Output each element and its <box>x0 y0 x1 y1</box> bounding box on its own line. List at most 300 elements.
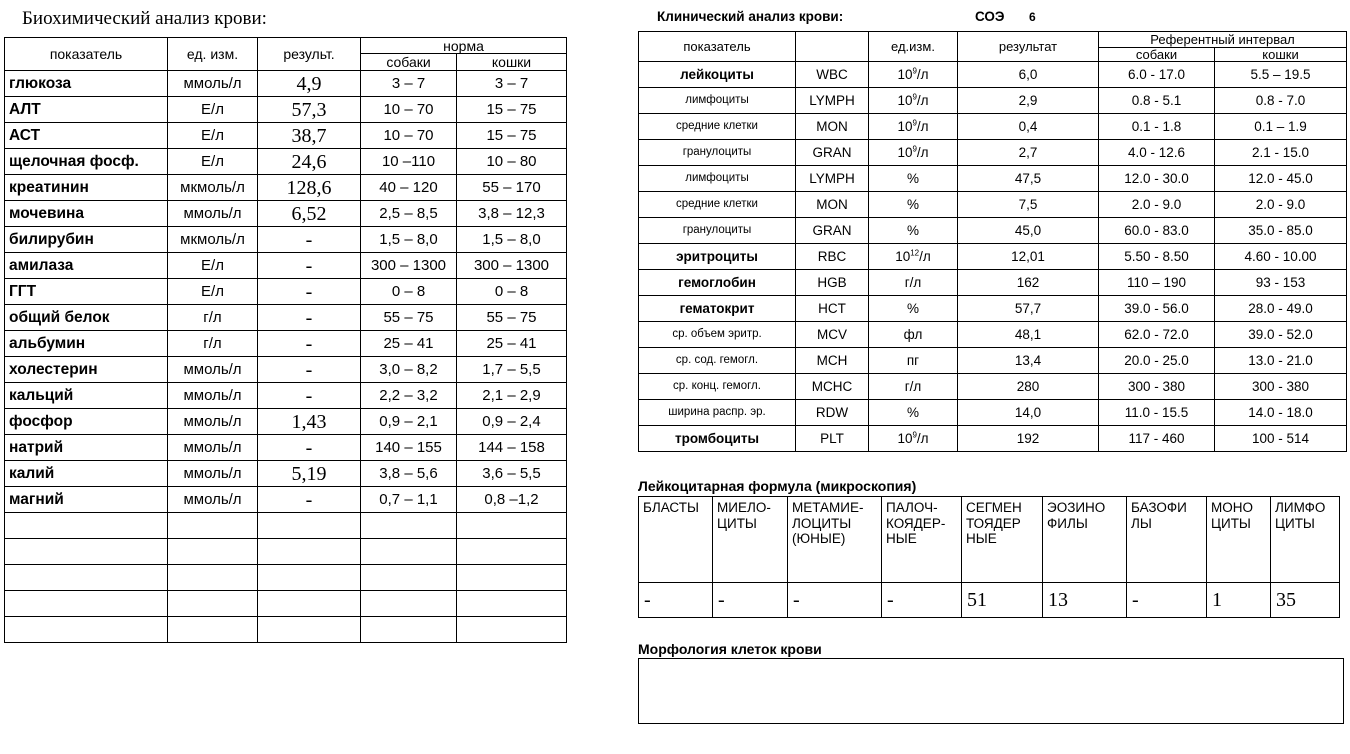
unit-exponent: 9 <box>912 118 917 128</box>
biochem-norm-dogs: 2,5 – 8,5 <box>361 201 457 227</box>
unit-base: 10 <box>897 430 913 446</box>
clinical-unit <box>869 244 958 270</box>
biochem-unit: г/л <box>168 305 258 331</box>
biochem-result: 38,7 <box>258 123 361 149</box>
clinical-ref-dogs: 20.0 - 25.0 <box>1099 348 1215 374</box>
clinical-header-ref: Референтный интервал <box>1099 32 1347 48</box>
biochem-row <box>5 383 567 409</box>
clinical-ref-dogs: 4.0 - 12.6 <box>1099 140 1215 166</box>
biochem-norm-cats: 3 – 7 <box>457 71 567 97</box>
biochem-name: АСТ <box>5 123 168 149</box>
biochem-unit: ммоль/л <box>168 461 258 487</box>
leuko-value-cell: - <box>639 583 713 618</box>
leuko-value-cell: 51 <box>962 583 1043 618</box>
clinical-row <box>639 244 1347 270</box>
empty-cell <box>361 539 457 565</box>
clinical-ref-cats: 93 - 153 <box>1215 270 1347 296</box>
clinical-row <box>639 426 1347 452</box>
clinical-result: 2,9 <box>958 88 1099 114</box>
clinical-header-dogs: собаки <box>1099 48 1215 62</box>
clinical-ref-dogs: 2.0 - 9.0 <box>1099 192 1215 218</box>
leuko-header-cell: СЕГМЕН ТОЯДЕР НЫЕ <box>962 497 1043 583</box>
biochem-rows <box>5 71 567 643</box>
unit-suffix: /л <box>916 144 929 160</box>
biochem-unit: ммоль/л <box>168 201 258 227</box>
empty-cell <box>5 591 168 617</box>
biochem-result: 4,9 <box>258 71 361 97</box>
clinical-ref-cats: 2.1 - 15.0 <box>1215 140 1347 166</box>
biochem-empty-row <box>5 513 567 539</box>
clinical-result: 2,7 <box>958 140 1099 166</box>
biochem-unit: мкмоль/л <box>168 175 258 201</box>
empty-cell <box>5 617 168 643</box>
biochem-unit: г/л <box>168 331 258 357</box>
biochem-row <box>5 435 567 461</box>
leuko-table <box>638 496 1340 618</box>
empty-cell <box>258 591 361 617</box>
biochem-unit: ммоль/л <box>168 71 258 97</box>
biochem-name: АЛТ <box>5 97 168 123</box>
biochem-norm-cats: 1,7 – 5,5 <box>457 357 567 383</box>
empty-cell <box>168 617 258 643</box>
biochem-norm-dogs: 3,0 – 8,2 <box>361 357 457 383</box>
unit-exponent: 9 <box>912 144 917 154</box>
clinical-code: RDW <box>796 400 869 426</box>
biochem-norm-cats: 3,6 – 5,5 <box>457 461 567 487</box>
clinical-row <box>639 374 1347 400</box>
biochem-unit: ммоль/л <box>168 487 258 513</box>
clinical-ref-dogs: 6.0 - 17.0 <box>1099 62 1215 88</box>
biochem-name: кальций <box>5 383 168 409</box>
biochem-name: магний <box>5 487 168 513</box>
unit-exponent: 9 <box>912 66 917 76</box>
leuko-header-cell: БАЗОФИ ЛЫ <box>1127 497 1207 583</box>
biochem-name: билирубин <box>5 227 168 253</box>
clinical-title: Клинический анализ крови: <box>657 9 844 24</box>
biochem-result: - <box>258 227 361 253</box>
clinical-ref-dogs: 110 – 190 <box>1099 270 1215 296</box>
clinical-result: 48,1 <box>958 322 1099 348</box>
clinical-name: лейкоциты <box>639 62 796 88</box>
biochem-row <box>5 331 567 357</box>
biochem-title: Биохимический анализ крови: <box>22 8 267 29</box>
unit-suffix: /л <box>916 430 929 446</box>
biochem-norm-cats: 15 – 75 <box>457 123 567 149</box>
biochem-name: глюкоза <box>5 71 168 97</box>
clinical-ref-dogs: 11.0 - 15.5 <box>1099 400 1215 426</box>
clinical-unit: пг <box>869 348 958 374</box>
clinical-name: гранулоциты <box>639 218 796 244</box>
unit-suffix: /л <box>916 118 929 134</box>
biochem-name: фосфор <box>5 409 168 435</box>
clinical-unit: % <box>869 218 958 244</box>
clinical-row <box>639 88 1347 114</box>
biochem-norm-cats: 55 – 75 <box>457 305 567 331</box>
clinical-row <box>639 166 1347 192</box>
empty-cell <box>258 617 361 643</box>
empty-cell <box>457 513 567 539</box>
biochem-norm-cats: 10 – 80 <box>457 149 567 175</box>
empty-cell <box>168 591 258 617</box>
clinical-header-code <box>796 32 869 62</box>
biochem-norm-dogs: 25 – 41 <box>361 331 457 357</box>
unit-base: 10 <box>895 248 911 264</box>
biochem-norm-dogs: 0,9 – 2,1 <box>361 409 457 435</box>
clinical-result: 12,01 <box>958 244 1099 270</box>
clinical-unit: % <box>869 400 958 426</box>
clinical-code: LYMPH <box>796 88 869 114</box>
biochem-header-cats: кошки <box>457 54 567 71</box>
leuko-value-row <box>639 583 1340 618</box>
biochem-row <box>5 123 567 149</box>
clinical-ref-dogs: 62.0 - 72.0 <box>1099 322 1215 348</box>
clinical-result: 7,5 <box>958 192 1099 218</box>
leuko-header-cell: ЛИМФО ЦИТЫ <box>1271 497 1340 583</box>
soe-label: СОЭ <box>975 9 1005 24</box>
clinical-ref-dogs: 117 - 460 <box>1099 426 1215 452</box>
clinical-unit: г/л <box>869 270 958 296</box>
biochem-empty-row <box>5 539 567 565</box>
clinical-row <box>639 114 1347 140</box>
clinical-result: 6,0 <box>958 62 1099 88</box>
biochem-row <box>5 149 567 175</box>
biochem-row <box>5 279 567 305</box>
clinical-ref-dogs: 0.8 - 5.1 <box>1099 88 1215 114</box>
biochem-norm-dogs: 10 –110 <box>361 149 457 175</box>
clinical-unit <box>869 140 958 166</box>
clinical-unit <box>869 426 958 452</box>
biochem-result: - <box>258 305 361 331</box>
biochem-row <box>5 227 567 253</box>
biochem-norm-dogs: 300 – 1300 <box>361 253 457 279</box>
leuko-value-cell: 1 <box>1207 583 1271 618</box>
clinical-row <box>639 62 1347 88</box>
biochem-unit: ммоль/л <box>168 435 258 461</box>
clinical-ref-cats: 13.0 - 21.0 <box>1215 348 1347 374</box>
clinical-unit: фл <box>869 322 958 348</box>
biochem-result: - <box>258 357 361 383</box>
biochem-header-dogs: собаки <box>361 54 457 71</box>
biochem-row <box>5 97 567 123</box>
biochem-row <box>5 71 567 97</box>
biochem-norm-cats: 0,9 – 2,4 <box>457 409 567 435</box>
clinical-row <box>639 322 1347 348</box>
clinical-code: HCT <box>796 296 869 322</box>
morphology-box <box>638 658 1344 724</box>
biochem-table <box>4 37 567 643</box>
clinical-result: 47,5 <box>958 166 1099 192</box>
clinical-ref-dogs: 300 - 380 <box>1099 374 1215 400</box>
clinical-ref-cats: 300 - 380 <box>1215 374 1347 400</box>
biochem-norm-cats: 3,8 – 12,3 <box>457 201 567 227</box>
biochem-row <box>5 175 567 201</box>
clinical-result: 162 <box>958 270 1099 296</box>
clinical-ref-dogs: 60.0 - 83.0 <box>1099 218 1215 244</box>
clinical-ref-dogs: 5.50 - 8.50 <box>1099 244 1215 270</box>
clinical-result: 0,4 <box>958 114 1099 140</box>
biochem-norm-dogs: 140 – 155 <box>361 435 457 461</box>
unit-suffix: /л <box>916 66 929 82</box>
leuko-value-cell: - <box>882 583 962 618</box>
biochem-name: креатинин <box>5 175 168 201</box>
empty-cell <box>457 539 567 565</box>
empty-cell <box>258 513 361 539</box>
empty-cell <box>5 565 168 591</box>
biochem-result: - <box>258 279 361 305</box>
clinical-code: PLT <box>796 426 869 452</box>
clinical-result: 192 <box>958 426 1099 452</box>
leuko-header-cell: БЛАСТЫ <box>639 497 713 583</box>
clinical-name: тромбоциты <box>639 426 796 452</box>
clinical-rows <box>639 62 1347 452</box>
clinical-header-result: результат <box>958 32 1099 62</box>
empty-cell <box>5 539 168 565</box>
clinical-row <box>639 348 1347 374</box>
biochem-result: 1,43 <box>258 409 361 435</box>
biochem-result: - <box>258 253 361 279</box>
clinical-ref-cats: 28.0 - 49.0 <box>1215 296 1347 322</box>
biochem-unit: ммоль/л <box>168 357 258 383</box>
biochem-row <box>5 409 567 435</box>
biochem-result: 57,3 <box>258 97 361 123</box>
clinical-ref-cats: 100 - 514 <box>1215 426 1347 452</box>
empty-cell <box>5 513 168 539</box>
morphology-title: Морфология клеток крови <box>638 641 822 657</box>
empty-cell <box>168 565 258 591</box>
clinical-name: лимфоциты <box>639 88 796 114</box>
clinical-ref-cats: 0.1 – 1.9 <box>1215 114 1347 140</box>
clinical-row <box>639 218 1347 244</box>
clinical-code: GRAN <box>796 218 869 244</box>
biochem-unit: Е/л <box>168 253 258 279</box>
biochem-unit: Е/л <box>168 97 258 123</box>
biochem-unit: Е/л <box>168 279 258 305</box>
clinical-unit: % <box>869 192 958 218</box>
biochem-empty-row <box>5 565 567 591</box>
biochem-result: 24,6 <box>258 149 361 175</box>
clinical-ref-cats: 35.0 - 85.0 <box>1215 218 1347 244</box>
empty-cell <box>457 617 567 643</box>
leuko-header-row <box>639 497 1340 583</box>
biochem-norm-dogs: 0 – 8 <box>361 279 457 305</box>
clinical-header-cats: кошки <box>1215 48 1347 62</box>
biochem-row <box>5 201 567 227</box>
biochem-norm-cats: 0 – 8 <box>457 279 567 305</box>
biochem-result: - <box>258 435 361 461</box>
biochem-unit: мкмоль/л <box>168 227 258 253</box>
clinical-code: MON <box>796 114 869 140</box>
leuko-value-cell: 13 <box>1043 583 1127 618</box>
biochem-name: альбумин <box>5 331 168 357</box>
biochem-norm-dogs: 3 – 7 <box>361 71 457 97</box>
biochem-norm-dogs: 2,2 – 3,2 <box>361 383 457 409</box>
clinical-code: GRAN <box>796 140 869 166</box>
biochem-empty-row <box>5 591 567 617</box>
clinical-ref-dogs: 12.0 - 30.0 <box>1099 166 1215 192</box>
clinical-unit: % <box>869 296 958 322</box>
biochem-result: - <box>258 487 361 513</box>
empty-cell <box>457 565 567 591</box>
biochem-norm-dogs: 0,7 – 1,1 <box>361 487 457 513</box>
clinical-code: RBC <box>796 244 869 270</box>
clinical-ref-cats: 39.0 - 52.0 <box>1215 322 1347 348</box>
empty-cell <box>168 513 258 539</box>
biochem-name: калий <box>5 461 168 487</box>
clinical-ref-dogs: 0.1 - 1.8 <box>1099 114 1215 140</box>
biochem-header-norm: норма <box>361 38 567 54</box>
biochem-norm-cats: 2,1 – 2,9 <box>457 383 567 409</box>
leuko-header-cell: МИЕЛО- ЦИТЫ <box>713 497 788 583</box>
biochem-norm-cats: 0,8 –1,2 <box>457 487 567 513</box>
biochem-row <box>5 487 567 513</box>
clinical-ref-cats: 12.0 - 45.0 <box>1215 166 1347 192</box>
empty-cell <box>168 539 258 565</box>
empty-cell <box>361 565 457 591</box>
biochem-header-indicator: показатель <box>5 38 168 71</box>
clinical-code: MCHC <box>796 374 869 400</box>
clinical-code: HGB <box>796 270 869 296</box>
leuko-value-cell: - <box>713 583 788 618</box>
biochem-name: холестерин <box>5 357 168 383</box>
clinical-code: MON <box>796 192 869 218</box>
clinical-row <box>639 296 1347 322</box>
leuko-value-cell: 35 <box>1271 583 1340 618</box>
biochem-norm-dogs: 10 – 70 <box>361 97 457 123</box>
clinical-code: MCH <box>796 348 869 374</box>
unit-suffix: /л <box>919 248 931 264</box>
biochem-result: 5,19 <box>258 461 361 487</box>
biochem-name: мочевина <box>5 201 168 227</box>
biochem-row <box>5 305 567 331</box>
biochem-norm-cats: 144 – 158 <box>457 435 567 461</box>
clinical-unit <box>869 88 958 114</box>
biochem-row <box>5 357 567 383</box>
leuko-title: Лейкоцитарная формула (микроскопия) <box>638 478 917 494</box>
unit-exponent: 9 <box>912 430 917 440</box>
biochem-norm-cats: 1,5 – 8,0 <box>457 227 567 253</box>
biochem-unit: Е/л <box>168 123 258 149</box>
clinical-result: 57,7 <box>958 296 1099 322</box>
unit-exponent: 9 <box>912 92 917 102</box>
clinical-ref-dogs: 39.0 - 56.0 <box>1099 296 1215 322</box>
biochem-norm-cats: 300 – 1300 <box>457 253 567 279</box>
biochem-unit: ммоль/л <box>168 409 258 435</box>
clinical-unit <box>869 114 958 140</box>
biochem-norm-dogs: 1,5 – 8,0 <box>361 227 457 253</box>
empty-cell <box>258 565 361 591</box>
clinical-header-indicator: показатель <box>639 32 796 62</box>
biochem-row <box>5 253 567 279</box>
clinical-name: средние клетки <box>639 114 796 140</box>
leuko-header-cell: ПАЛОЧ- КОЯДЕР- НЫЕ <box>882 497 962 583</box>
biochem-norm-cats: 15 – 75 <box>457 97 567 123</box>
clinical-unit: % <box>869 166 958 192</box>
empty-cell <box>361 513 457 539</box>
clinical-name: ср. сод. гемогл. <box>639 348 796 374</box>
clinical-result: 14,0 <box>958 400 1099 426</box>
clinical-name: ср. объем эритр. <box>639 322 796 348</box>
clinical-name: гематокрит <box>639 296 796 322</box>
empty-cell <box>457 591 567 617</box>
biochem-result: - <box>258 331 361 357</box>
biochem-name: натрий <box>5 435 168 461</box>
clinical-result: 280 <box>958 374 1099 400</box>
leuko-header-cell: ЭОЗИНО ФИЛЫ <box>1043 497 1127 583</box>
leuko-header-cell: МЕТАМИЕ- ЛОЦИТЫ (ЮНЫЕ) <box>788 497 882 583</box>
empty-cell <box>361 617 457 643</box>
biochem-norm-dogs: 55 – 75 <box>361 305 457 331</box>
unit-base: 10 <box>897 92 913 108</box>
leuko-value-cell: - <box>1127 583 1207 618</box>
clinical-row <box>639 400 1347 426</box>
clinical-unit <box>869 62 958 88</box>
clinical-row <box>639 192 1347 218</box>
clinical-unit: г/л <box>869 374 958 400</box>
biochem-name: ГГТ <box>5 279 168 305</box>
biochem-norm-dogs: 40 – 120 <box>361 175 457 201</box>
biochem-result: 128,6 <box>258 175 361 201</box>
biochem-name: общий белок <box>5 305 168 331</box>
biochem-norm-cats: 25 – 41 <box>457 331 567 357</box>
biochem-norm-cats: 55 – 170 <box>457 175 567 201</box>
unit-base: 10 <box>897 144 913 160</box>
clinical-name: ширина распр. эр. <box>639 400 796 426</box>
leuko-header-cell: МОНО ЦИТЫ <box>1207 497 1271 583</box>
biochem-empty-row <box>5 617 567 643</box>
clinical-ref-cats: 14.0 - 18.0 <box>1215 400 1347 426</box>
biochem-header-result: результ. <box>258 38 361 71</box>
biochem-unit: ммоль/л <box>168 383 258 409</box>
biochem-row <box>5 461 567 487</box>
biochem-norm-dogs: 3,8 – 5,6 <box>361 461 457 487</box>
clinical-name: гемоглобин <box>639 270 796 296</box>
clinical-result: 45,0 <box>958 218 1099 244</box>
clinical-code: WBC <box>796 62 869 88</box>
clinical-code: LYMPH <box>796 166 869 192</box>
unit-suffix: /л <box>916 92 929 108</box>
clinical-ref-cats: 4.60 - 10.00 <box>1215 244 1347 270</box>
unit-base: 10 <box>897 66 913 82</box>
clinical-ref-cats: 0.8 - 7.0 <box>1215 88 1347 114</box>
clinical-row <box>639 140 1347 166</box>
clinical-row <box>639 270 1347 296</box>
clinical-name: ср. конц. гемогл. <box>639 374 796 400</box>
clinical-ref-cats: 5.5 – 19.5 <box>1215 62 1347 88</box>
clinical-table <box>638 31 1347 452</box>
clinical-header-unit: ед.изм. <box>869 32 958 62</box>
clinical-name: средние клетки <box>639 192 796 218</box>
biochem-norm-dogs: 10 – 70 <box>361 123 457 149</box>
leuko-value-cell: - <box>788 583 882 618</box>
clinical-name: лимфоциты <box>639 166 796 192</box>
clinical-result: 13,4 <box>958 348 1099 374</box>
biochem-result: - <box>258 383 361 409</box>
biochem-name: амилаза <box>5 253 168 279</box>
clinical-ref-cats: 2.0 - 9.0 <box>1215 192 1347 218</box>
biochem-name: щелочная фосф. <box>5 149 168 175</box>
clinical-code: MCV <box>796 322 869 348</box>
unit-exponent: 12 <box>910 248 920 258</box>
clinical-name: эритроциты <box>639 244 796 270</box>
biochem-result: 6,52 <box>258 201 361 227</box>
empty-cell <box>258 539 361 565</box>
biochem-unit: Е/л <box>168 149 258 175</box>
clinical-name: гранулоциты <box>639 140 796 166</box>
empty-cell <box>361 591 457 617</box>
biochem-header-unit: ед. изм. <box>168 38 258 71</box>
soe-value: 6 <box>1029 10 1036 24</box>
unit-base: 10 <box>897 118 913 134</box>
